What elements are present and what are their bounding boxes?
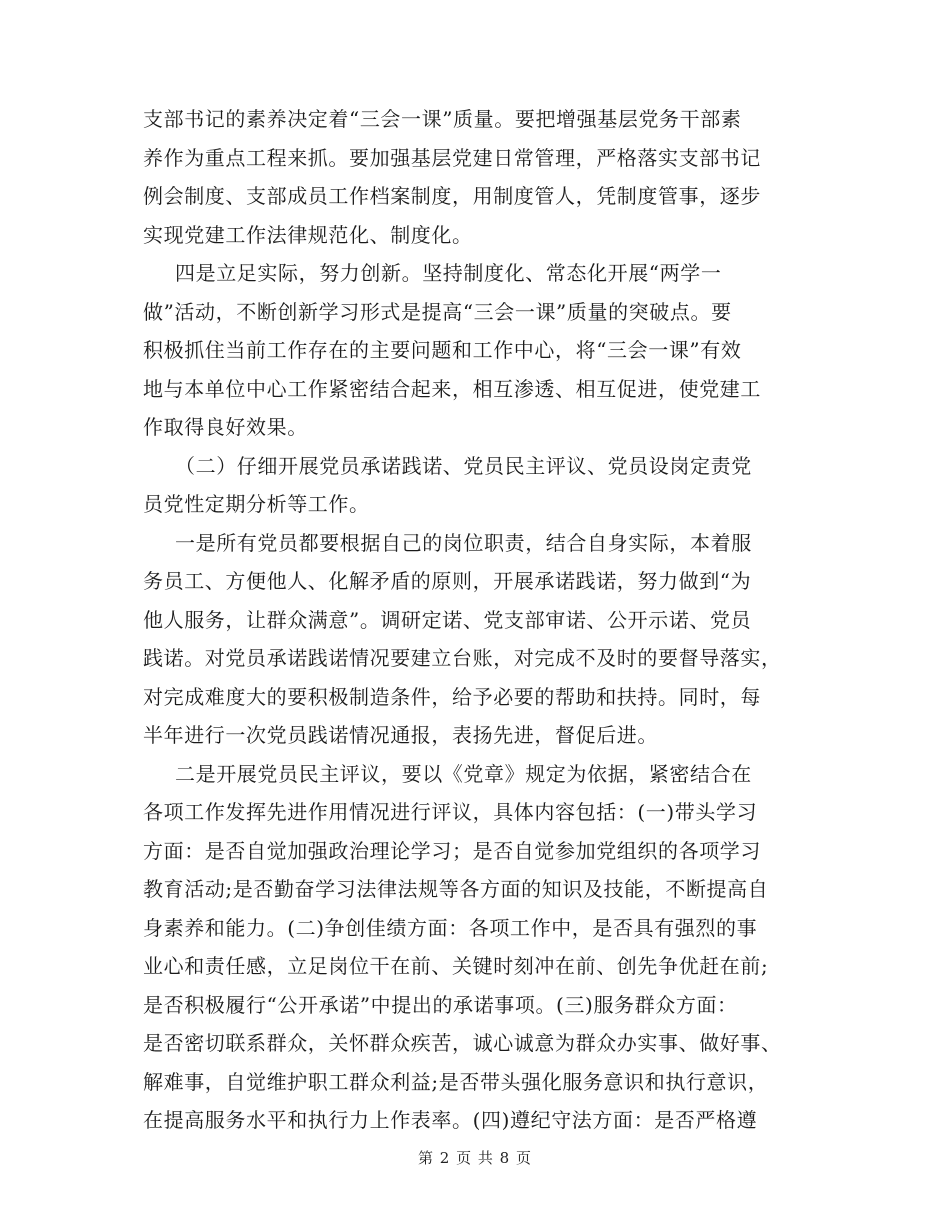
paragraph-start-line: 二是开展党员民主评议，要以《党章》规定为依据，紧密结合在 [175,761,752,786]
text-line: 他人服务，让群众满意”。调研定诺、党支部审诺、公开示诺、党员 [143,607,752,632]
text-line: 践诺。对党员承诺践诺情况要建立台账，对完成不及时的要督导落实， [143,646,782,670]
text-line: 身素养和能力。(二)争创佳绩方面：各项工作中，是否具有强烈的事 [143,915,758,940]
text-line: 是否密切联系群众，关怀群众疾苦，诚心诚意为群众办实事、做好事、 [143,1031,782,1055]
text-line: 作取得良好效果。 [143,415,308,439]
text-line: 例会制度、支部成员工作档案制度，用制度管人，凭制度管事，逐步 [143,184,761,208]
text-line: 解难事，自觉维护职工群众利益;是否带头强化服务意识和执行意识， [143,1069,769,1094]
page-number-footer: 第 2 页 共 8 页 [418,1149,532,1167]
text-line: 养作为重点工程来抓。要加强基层党建日常管理，严格落实支部书记 [143,145,761,170]
text-line: 教育活动;是否勤奋学习法律法规等各方面的知识及技能，不断提高自 [143,877,769,901]
paragraph-start-line: 一是所有党员都要根据自己的岗位职责，结合自身实际，本着服 [175,530,752,555]
text-line: 做”活动，不断创新学习形式是提高“三会一课”质量的突破点。要 [143,299,732,324]
text-line: 是否积极履行“公开承诺”中提出的承诺事项。(三)服务群众方面： [143,992,738,1017]
text-line: 各项工作发挥先进作用情况进行评议，具体内容包括：(一)带头学习 [143,800,758,824]
text-line: 支部书记的素养决定着“三会一课”质量。要把增强基层党务干部素 [143,107,742,131]
section-heading-line: （二）仔细开展党员承诺践诺、党员民主评议、党员设岗定责党 [175,453,752,478]
text-line: 方面：是否自觉加强政治理论学习；是否自觉参加党组织的各项学习 [143,838,761,863]
text-line: 对完成难度大的要积极制造条件，给予必要的帮助和扶持。同时，每 [143,684,761,709]
document-body [143,100,811,1140]
text-line: 在提高服务水平和执行力上作表率。(四)遵纪守法方面：是否严格遵 [143,1108,758,1132]
text-line: 实现党建工作法律规范化、制度化。 [143,222,473,247]
text-line: 地与本单位中心工作紧密结合起来，相互渗透、相互促进，使党建工 [143,376,761,401]
paragraph-start-line: 四是立足实际，努力创新。坚持制度化、常态化开展“两学一 [175,261,722,285]
text-line: 半年进行一次党员践诺情况通报，表扬先进，督促后进。 [143,723,658,747]
text-line: 务员工、方便他人、化解矛盾的原则，开展承诺践诺，努力做到“为 [143,569,752,593]
text-line: 积极抓住当前工作存在的主要问题和工作中心，将“三会一课”有效 [143,338,742,362]
text-line: 业心和责任感，立足岗位干在前、关键时刻冲在前、创先争优赶在前; [143,954,769,978]
section-heading-line: 员党性定期分析等工作。 [143,492,370,516]
